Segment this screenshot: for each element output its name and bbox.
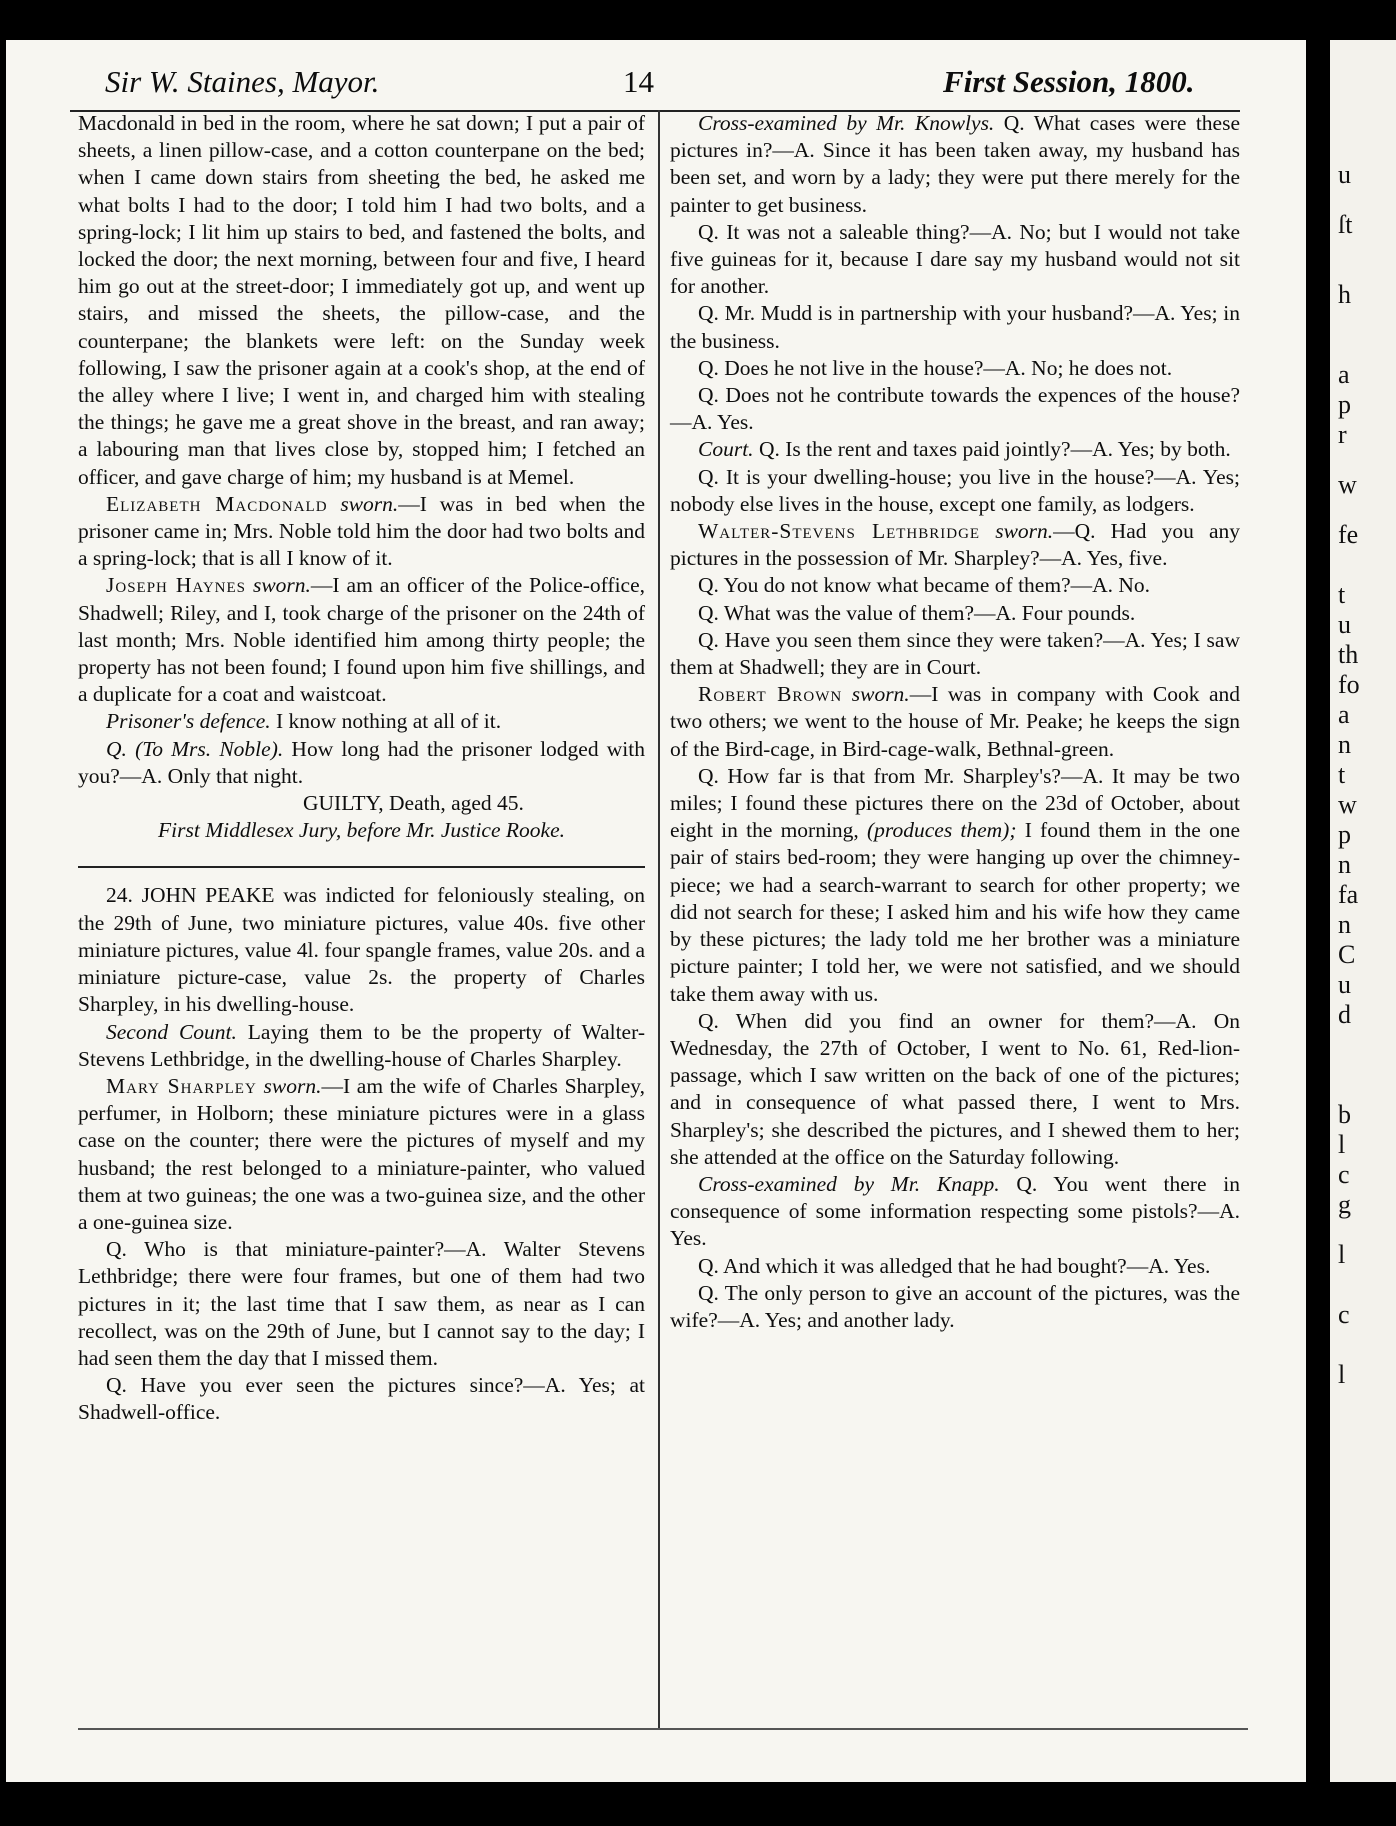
paragraph: Q. Mr. Mudd is in partnership with your husband?—A. Yes; in the business. [670,301,1240,353]
sworn-label: sworn. [995,519,1054,544]
adjacent-page-fragment: u [1338,970,1351,999]
adjacent-page-fragment: fo [1338,670,1360,699]
adjacent-page-fragment: p [1338,390,1351,419]
indictment: 24. JOHN PEAKE was indicted for feloniously stealing, on the 29th of June, two miniature pictures, value 40s. five other miniature pictures, value 4l. four spangle frames, value 20s. and a miniature picture-case, value 2s. the property of Charles Sharpley, in his dwelling-house. [78,883,645,1017]
court-question [670,436,1240,463]
testimony-text: —I was in company with Cook and two others; we went to the house of Mr. Peake; he keeps the sign of the Bird-cage, in Bird-cage-walk, Bethnal-green. [670,682,1240,761]
paragraph: Q. What was the value of them?—A. Four pounds. [698,600,1136,625]
paragraph: Q. Have you ever seen the pictures since?—A. Yes; at Shadwell-office. [78,1373,645,1425]
question-to-mrs-noble [78,736,645,790]
question-label: Q. (To Mrs. Noble). [106,736,284,761]
adjacent-page-fragment: d [1338,1000,1351,1029]
testimony-brown [670,681,1240,763]
produces-note: (produces them); [867,818,1017,843]
testimony-lethbridge [670,518,1240,572]
adjacent-page-fragment: fe [1338,520,1359,549]
right-column [670,110,1240,1334]
court-text: Q. Is the rent and taxes paid jointly?—A. Yes; by both. [758,437,1231,462]
sworn-label: sworn. [263,1073,322,1098]
page-number: 14 [623,64,654,99]
adjacent-page-fragment: t [1338,760,1346,789]
cross-examination-knapp [670,1171,1240,1253]
count-label: Second Count. [106,1019,237,1044]
paragraph [670,763,1240,1008]
adjacent-page-fragment: u [1338,610,1351,639]
header-mayor: Sir W. Staines, Mayor. [105,64,380,99]
court-label: Court. [698,437,754,462]
adjacent-page-fragment: t [1338,580,1346,609]
defence-label: Prisoner's defence. [106,709,271,734]
jury-line: First Middlesex Jury, before Mr. Justice Rooke. [158,818,565,843]
paragraph: Q. Who is that miniature-painter?—A. Walter Stevens Lethbridge; there were four frames, but one of them had two pictures in it; the last time that I saw them, as near as I can recollect, was on the 29th of June, but I cannot say to the day; I had seen them the day that I missed them. [78,1237,645,1370]
testimony-macdonald [78,491,645,573]
adjacent-page-fragment: w [1338,790,1357,819]
second-count [78,1019,645,1073]
paragraph: Q. It is your dwelling-house; you live in the house?—A. Yes; nobody else lives in the house, except one family, as lodgers. [670,464,1240,516]
testimony-text: —I am an officer of the Police-office, Shadwell; Riley, and I, took charge of the prisoner on the 24th of last month; Mrs. Noble identified him among thirty people; the property has not been found; I found upon him five shillings, and a duplicate for a coat and waistcoat. [78,573,646,707]
adjacent-page-fragment: p [1338,820,1351,849]
adjacent-page-fragment: ſt [1338,210,1353,239]
testimony-text: —I am the wife of Charles Sharpley, perfumer, in Holborn; these miniature pictures were in a glass case on the counter; there were the pictures of myself and my husband; the rest belonged to a miniature-painter, who valued them at two guineas; the one was a two-guinea size, and the other a one-guinea size. [78,1073,646,1234]
sworn-label: sworn. [851,682,910,707]
adjacent-page-fragment: n [1338,850,1351,879]
verdict: GUILTY, Death, aged 45. [303,791,524,816]
paragraph: Q. Does he not live in the house?—A. No; he does not. [698,355,1173,380]
adjacent-page-fragment: b [1338,1100,1351,1129]
left-column [78,110,645,1427]
adjacent-page-fragment: c [1338,1300,1350,1329]
paragraph: Q. Does not he contribute towards the expences of the house?—A. Yes. [670,383,1240,435]
sworn-label: sworn. [252,573,311,598]
witness-name: Mary Sharpley [106,1073,257,1098]
witness-name: Robert Brown [698,682,843,707]
adjacent-page-fragment: C [1338,940,1356,969]
question-text: How long had the prisoner lodged with you?—A. Only that night. [78,736,645,788]
running-header [0,64,1300,104]
paragraph: Q. You do not know what became of them?—A. No. [698,573,1151,598]
adjacent-page-fragment: l [1338,1240,1346,1269]
adjacent-page-edge [1330,40,1396,1782]
adjacent-page-fragment: l [1338,1360,1346,1389]
adjacent-page-fragment: n [1338,910,1351,939]
paragraph: Q. The only person to give an account of the pictures, was the wife?—A. Yes; and another lady. [670,1280,1240,1332]
cross-exam-text: Q. What cases were these pictures in?—A. Since it has been taken away, my husband has been set, and worn by a lady; they were put there merely for the painter to get business. [670,111,1240,217]
adjacent-page-fragment: w [1338,470,1357,499]
prisoner-defence [78,708,645,735]
adjacent-page-fragment: r [1338,420,1347,449]
column-divider [658,110,660,1730]
sworn-label: sworn. [340,491,399,516]
adjacent-page-fragment: g [1338,1190,1351,1219]
adjacent-page-fragment: th [1338,640,1359,669]
text-run: I found them in the one pair of stairs bed-room; they were hanging up over the chimney-piece; we had a search-warrant to search for other property; we did not search for these; I asked him and his wife how they came by these pictures; the lady told me her brother was a miniature picture painter; I told her, we were not satisfied, and we should take them away with us. [670,818,1241,1006]
cross-exam-text: Q. You went there in consequence of some information respecting some pistols?—A. Yes. [670,1171,1240,1251]
adjacent-page-fragment: a [1338,360,1350,389]
text-run: Q. How far is that from Mr. Sharpley's?—A. It may be two miles; I found these pictures there on the 23d of October, about eight in the morning, [670,763,1240,843]
paragraph: Macdonald in bed in the room, where he sat down; I put a pair of sheets, a linen pillow-case, and a cotton counterpane on the bed; when I came down stairs from sheeting the bed, he asked me what bolts I had to the door; I told him I had two bolts, and a spring-lock; I lit him up stairs to bed, and fastened the bolts, and locked the door; the next morning, between four and five, I heard him go out at the street-door; I immediately got up, and went up stairs, and missed the sheets, the pillow-case, and the counterpane; the blankets were left: on the Sunday week following, I saw the prisoner again at a cook's shop, at the end of the alley where I live; I went in, and charged him with stealing the things; he gave me a great shove in the breast, and ran away; a labouring man that lives close by, stopped him; I fetched an officer, and gave charge of him; my husband is at Memel. [78,111,645,489]
adjacent-page-fragment: h [1338,280,1351,309]
adjacent-page-fragment: u [1338,160,1351,189]
adjacent-page-fragment: l [1338,1130,1346,1159]
paragraph: Q. Have you seen them since they were taken?—A. Yes; I saw them at Shadwell; they are in Court. [670,627,1240,680]
cross-exam-label: Cross-examined by Mr. Knapp. [698,1171,1000,1196]
case-separator-rule [78,866,645,868]
witness-name: Walter-Stevens Lethbridge [698,519,981,544]
testimony-sharpley [78,1073,645,1236]
testimony-text: —I was in bed when the prisoner came in; Mrs. Noble told him the door had two bolts and a spring-lock; that is all I know of it. [78,491,646,571]
adjacent-page-fragment: n [1338,730,1351,759]
testimony-text: —Q. Had you any pictures in the possession of Mr. Sharpley?—A. Yes, five. [670,519,1240,571]
paragraph: Q. And which it was alledged that he had bought?—A. Yes. [698,1253,1211,1278]
witness-name: Elizabeth Macdonald [106,491,328,516]
paragraph: Q. It was not a saleable thing?—A. No; but I would not take five guineas for it, because I dare say my husband would not sit for another. [670,219,1240,299]
cross-examination-knowlys [670,110,1240,219]
cross-exam-label: Cross-examined by Mr. Knowlys. [698,111,995,135]
paragraph: Q. When did you find an owner for them?—A. On Wednesday, the 27th of October, I went to No. 61, Red-lion-passage, which I saw written on the back of one of the pictures; and in consequence of what passed there, I went to Mrs. Sharpley's; she described the pictures, and I shewed them to her; she attended at the office on the Saturday following. [670,1008,1240,1169]
adjacent-page-fragment: c [1338,1160,1350,1189]
testimony-haynes [78,572,645,708]
page-bottom-edge [78,1728,1248,1730]
adjacent-page-fragment: fa [1338,880,1359,909]
adjacent-page-fragment: a [1338,700,1350,729]
header-session: First Session, 1800. [943,64,1195,99]
count-text: Laying them to be the property of Walter-Stevens Lethbridge, in the dwelling-house of Charles Sharpley. [78,1019,645,1071]
witness-name: Joseph Haynes [106,573,246,598]
defence-text: I know nothing at all of it. [275,709,502,734]
